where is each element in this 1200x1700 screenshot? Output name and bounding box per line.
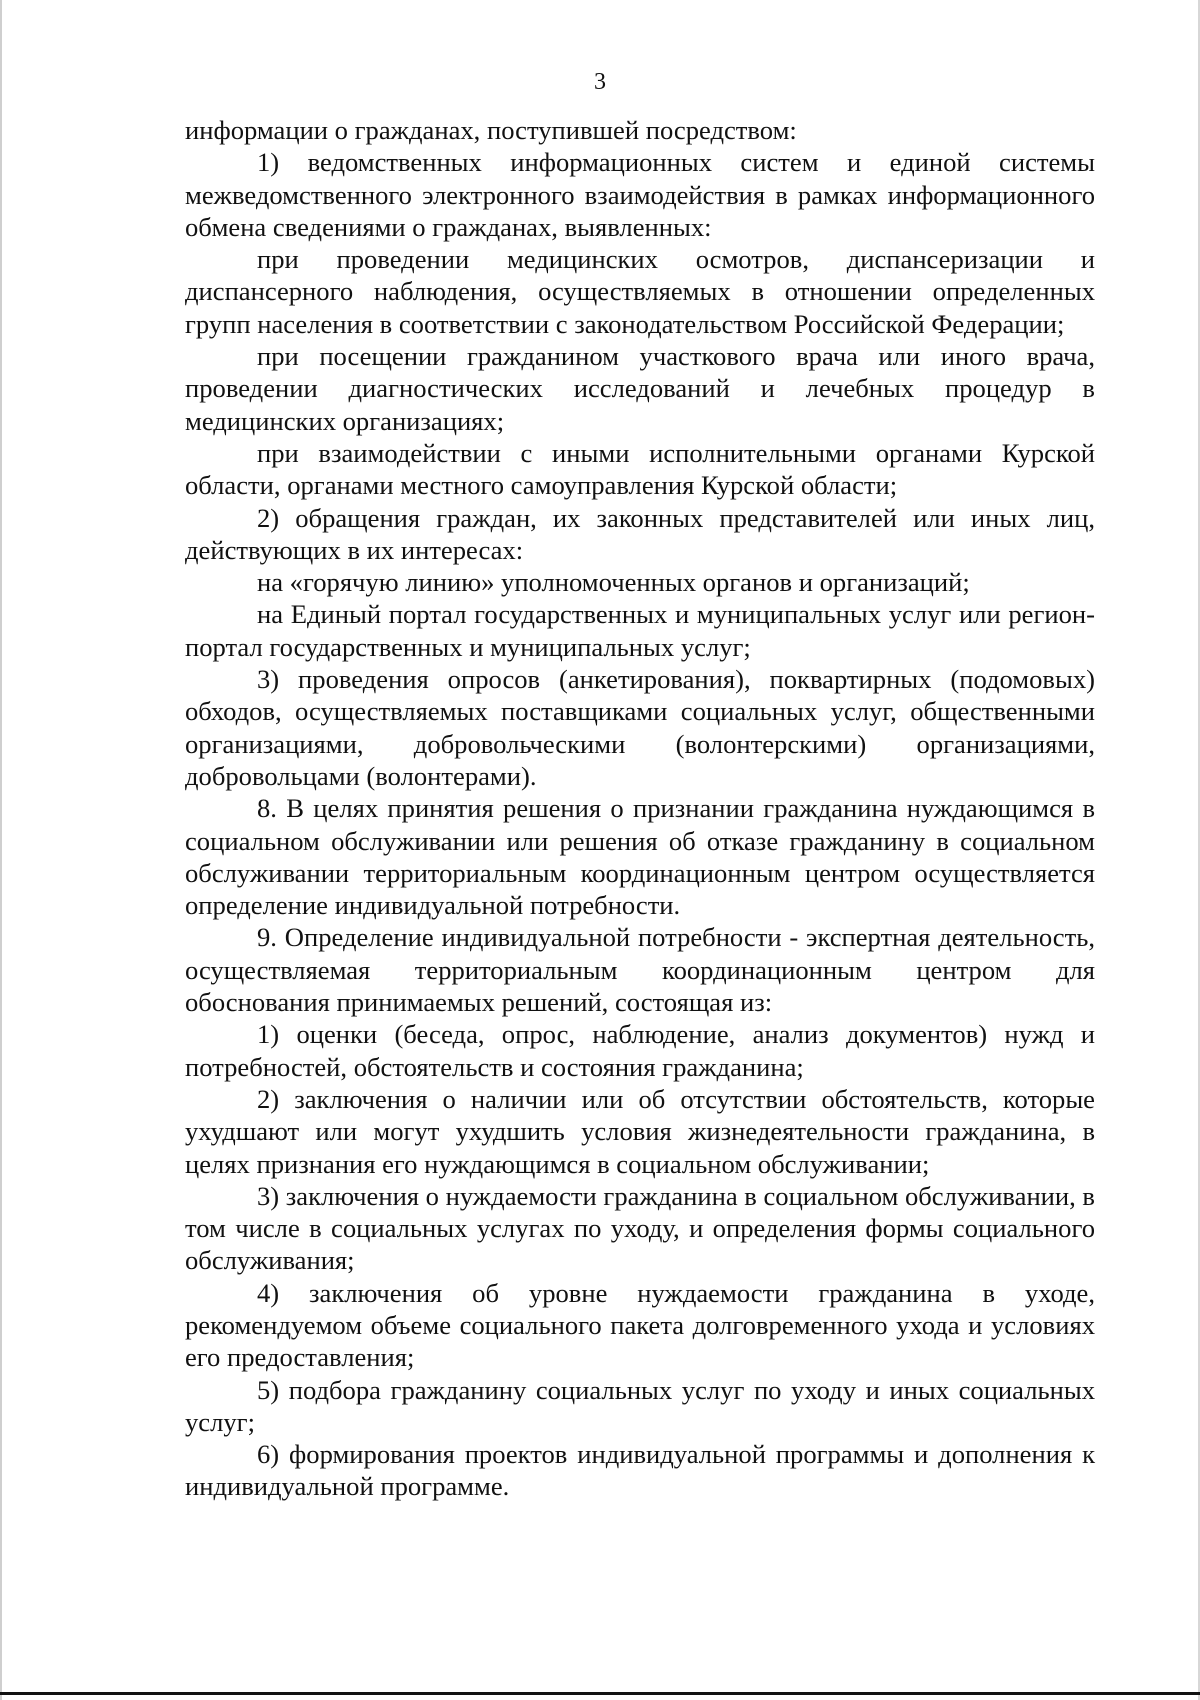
paragraph-doctor-visit: при посещении гражданином участкового врача или иного врача, проведении диагностических исследований и лечебных процедур в медицинских организациях; [185,341,1095,436]
paragraph-hotline: на «горячую линию» уполномоченных органов и организаций; [257,567,970,598]
paragraph-subitem-6: 6) формирования проектов индивидуальной программы и дополнения к индивидуальной программе. [185,1439,1095,1502]
paragraph-item-2: 2) обращения граждан, их законных представителей или иных лиц, действующих в их интересах: [185,502,1095,565]
paragraph-subitem-1: 1) оценки (беседа, опрос, наблюдение, анализ документов) нужд и потребностей, обстоятельств и состояния гражданина; [185,1019,1095,1082]
paragraph-medical-exams: при проведении медицинских осмотров, диспансеризации и диспансерного наблюдения, осуществляемых в отношении определенных групп населения в соответствии с законодательством Российской Федерации; [185,244,1095,339]
document-body [185,114,1095,1503]
paragraph-subitem-2: 2) заключения о наличии или об отсутствии обстоятельств, которые ухудшают или могут ухудшить условия жизнедеятельности гражданина, в целях признания его нуждающимся в социальном обслуживании; [185,1083,1095,1179]
paragraph-portal: на Единый портал государственных и муниципальных услуг или регион-портал государственных и муниципальных услуг; [185,599,1095,662]
paragraph-item-1: 1) ведомственных информационных систем и единой системы межведомственного электронного взаимодействия в рамках информационного обмена сведениями о гражданах, выявленных: [185,147,1095,242]
paragraph-subitem-5: 5) подбора гражданину социальных услуг по уходу и иных социальных услуг; [185,1374,1095,1437]
paragraph-subitem-3: 3) заключения о нуждаемости гражданина в социальном обслуживании, в том числе в социальных услугах по уходу, и определения формы социального обслуживания; [185,1180,1095,1276]
paragraph-section-9: 9. Определение индивидуальной потребности - экспертная деятельность, осуществляемая территориальным координационным центром для обоснования принимаемых решений, состоящая из: [185,922,1095,1018]
scan-bottom-edge [0,1692,1200,1695]
paragraph-section-8: 8. В целях принятия решения о признании гражданина нуждающимся в социальном обслуживании или решения об отказе гражданину в социальном обслуживании территориальным координационным центром осуществляется определение индивидуальной потребности. [185,793,1095,921]
paragraph-executive-bodies: при взаимодействии с иными исполнительными органами Курской области, органами местного самоуправления Курской области; [185,437,1095,501]
page-number: 3 [594,69,606,95]
paragraph-item-3: 3) проведения опросов (анкетирования), поквартирных (подомовых) обходов, осуществляемых поставщиками социальных услуг, общественными организациями, добровольческими (волонтерскими) организациями, добровольцами (волонтерами). [185,664,1095,791]
paragraph-subitem-4: 4) заключения об уровне нуждаемости гражданина в уходе, рекомендуемом объеме социального пакета долговременного ухода и условиях его предоставления; [185,1277,1095,1373]
scan-left-edge [0,0,2,1700]
paragraph-continuation: информации о гражданах, поступившей посредством: [185,115,797,145]
